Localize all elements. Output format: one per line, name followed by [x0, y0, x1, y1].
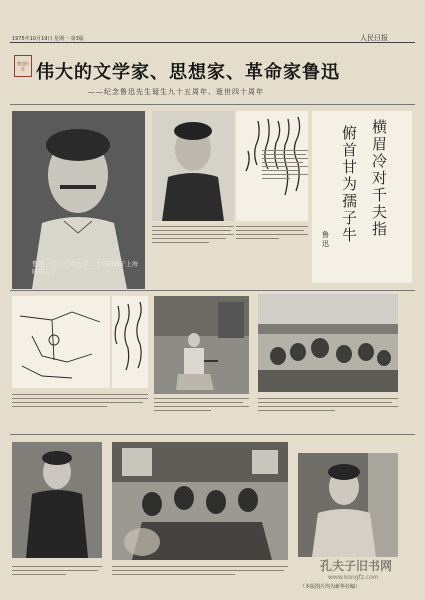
- group-meeting-image: [112, 442, 288, 560]
- page-title: 伟大的文学家、思想家、革命家鲁迅: [36, 62, 340, 83]
- watermark-url: www.kongfz.com: [328, 574, 379, 581]
- photo-group-meeting: [112, 442, 288, 560]
- sketch-map-image: [12, 296, 110, 388]
- row-2-rule: [10, 434, 415, 435]
- caption-manuscript: [236, 226, 308, 276]
- caption-young-portrait: [152, 226, 234, 276]
- row-1-rule: [10, 290, 415, 291]
- caption-group-meeting: [112, 566, 288, 586]
- masthead-paper-name: 人民日报: [360, 34, 388, 42]
- outdoor-meeting-image: [258, 294, 398, 392]
- scroll-image: [112, 296, 148, 388]
- portrait-window-image: [298, 453, 398, 557]
- footer-note: （本版图片均为新华社稿）: [300, 584, 361, 590]
- calligraphy-poem: [312, 111, 412, 283]
- caption-seated-garden: [154, 398, 249, 428]
- caption-poem: [262, 150, 308, 220]
- masthead-rule: [10, 42, 415, 43]
- photo-young-portrait: [152, 111, 234, 221]
- photo-portrait-window: [298, 453, 398, 557]
- standing-portrait-image: [12, 442, 102, 558]
- photo-portrait-1930: [12, 111, 145, 289]
- calligraphy-scroll: [112, 296, 148, 388]
- headline-rule: [10, 104, 415, 105]
- seated-garden-image: [154, 296, 249, 394]
- portrait-1930-inscription: 鲁迅 一九三〇年九月 二十四日摄于上海 时年五十: [32, 261, 138, 276]
- watermark-name: 孔夫子旧书网: [320, 559, 393, 573]
- poem-line-1: 横眉冷对千夫指: [372, 118, 388, 238]
- photo-outdoor-meeting: [258, 294, 398, 392]
- young-portrait-image: [152, 111, 234, 221]
- poem-line-2: 俯首甘为孺子牛: [342, 124, 358, 244]
- photo-seated-garden: [154, 296, 249, 394]
- photo-standing-portrait: [12, 442, 102, 558]
- caption-sketch-map: [12, 394, 148, 424]
- caption-outdoor-meeting: [258, 398, 398, 428]
- page-subtitle: ——纪念鲁迅先生诞生九十五周年、逝世四十周年: [88, 88, 264, 96]
- caption-standing-portrait: [12, 566, 102, 586]
- masthead-date: 1975年10月19日 星期一 第3版: [12, 36, 84, 42]
- sketch-map: [12, 296, 110, 388]
- poem-signature: 鲁迅: [322, 231, 329, 248]
- seal-stamp: 鲁迅纪念: [14, 55, 32, 77]
